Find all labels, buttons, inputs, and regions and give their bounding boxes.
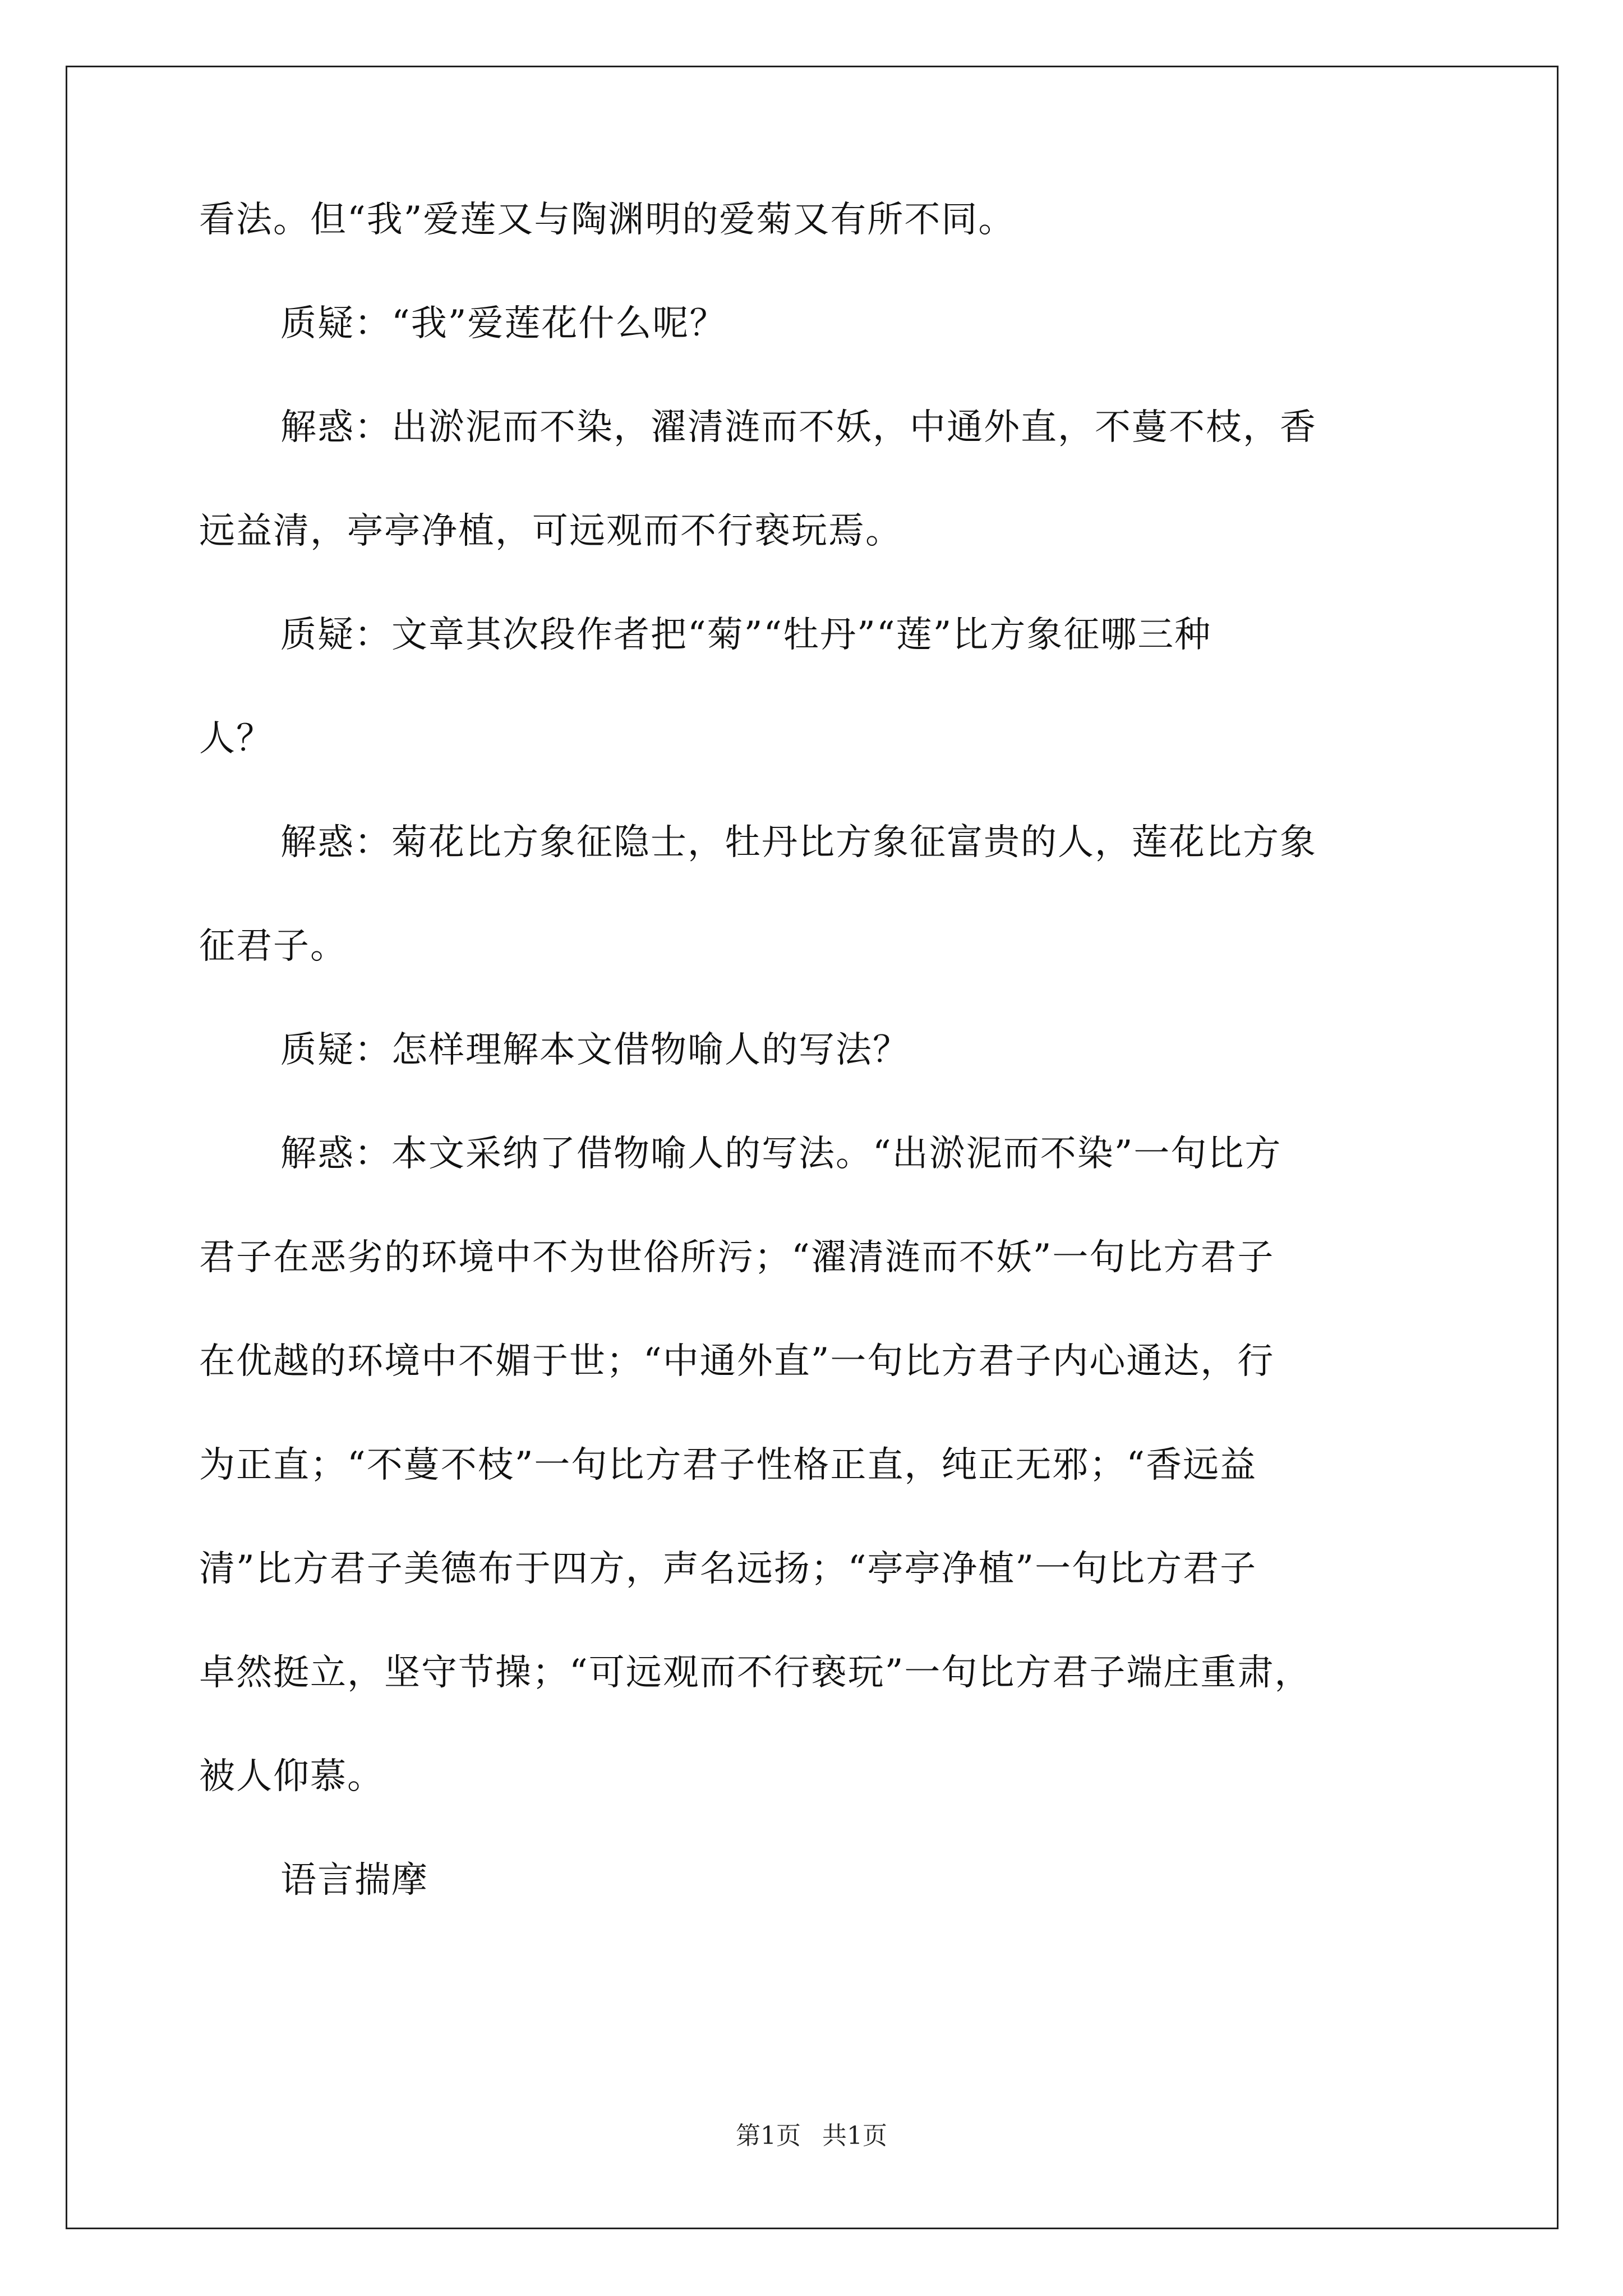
text-line-15: 卓然挺立，坚守节操；“可远观而不行亵玩”一句比方君子端庄重肃， — [199, 1652, 1312, 1694]
page-number: 第1页 — [736, 2122, 801, 2150]
text-line-16: 被人仰慕。 — [199, 1756, 384, 1797]
text-line-14: 清”比方君子美德布于四方，声名远扬；“亭亭净植”一句比方君子 — [199, 1548, 1257, 1590]
text-line-17: 语言揣摩 — [280, 1860, 428, 1901]
text-line-11: 君子在恶劣的环境中不为世俗所污；“濯清涟而不妖”一句比方君子 — [199, 1237, 1275, 1278]
text-line-13: 为正直；“不蔓不枝”一句比方君子性格正直，纯正无邪；“香远益 — [199, 1444, 1257, 1486]
text-line-6: 人？ — [199, 718, 273, 760]
page-footer — [0, 2120, 1623, 2152]
text-line-1: 看法。但“我”爱莲又与陶渊明的爱菊又有所不同。 — [199, 199, 1016, 241]
text-line-10: 解惑：本文采纳了借物喻人的写法。“出淤泥而不染”一句比方 — [280, 1133, 1282, 1175]
text-line-2: 质疑：“我”爱莲花什么呢？ — [280, 303, 727, 344]
text-line-5: 质疑：文章其次段作者把“菊”“牡丹”“莲”比方象征哪三种 — [280, 614, 1212, 656]
page-total: 共1页 — [822, 2122, 887, 2150]
text-line-9: 质疑：怎样理解本文借物喻人的写法？ — [280, 1029, 910, 1071]
text-line-4: 远益清，亭亭净植，可远观而不行亵玩焉。 — [199, 510, 902, 552]
text-line-7: 解惑：菊花比方象征隐士，牡丹比方象征富贵的人，莲花比方象 — [280, 822, 1317, 863]
text-line-8: 征君子。 — [199, 926, 347, 967]
text-line-12: 在优越的环境中不媚于世；“中通外直”一句比方君子内心通达，行 — [199, 1341, 1275, 1382]
text-line-3: 解惑：出淤泥而不染，濯清涟而不妖，中通外直，不蔓不枝，香 — [280, 407, 1317, 448]
